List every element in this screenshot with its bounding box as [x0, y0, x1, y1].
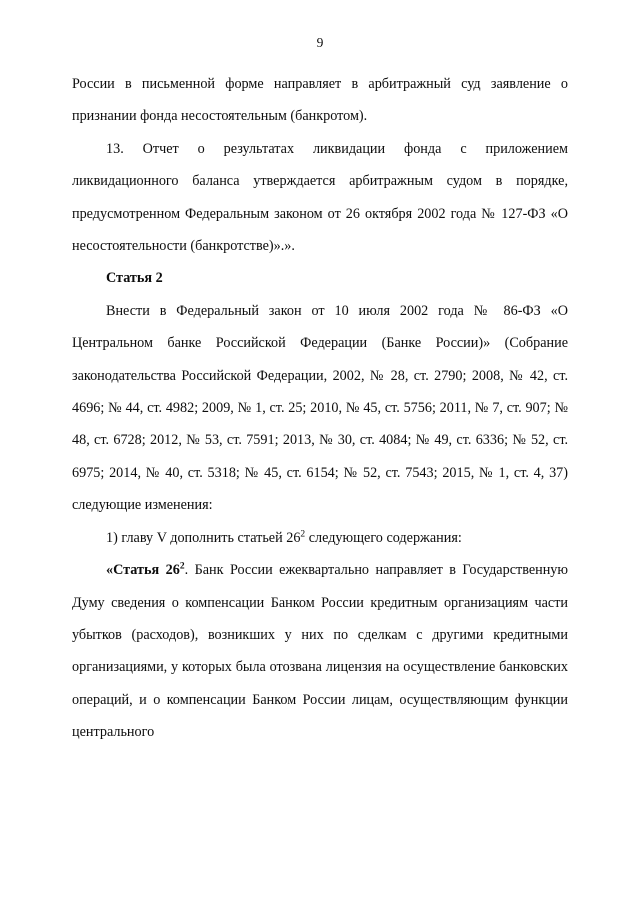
item-1-superscript: 2 [300, 528, 306, 539]
paragraph-continuation: России в письменной форме направляет в арбитражный суд заявление о признании фонда несостоятельным (банкротом). [72, 76, 568, 125]
paragraph-item-1 [72, 522, 568, 554]
paragraph-article-2-intro: Внести в Федеральный закон от 10 июля 2002 года № 86-ФЗ «О Центральном банке Российской Федерации (Банке России)» (Собрание законодательства Российской Федерации, 2002, № 28, ст. 2790; 2008, № 42, ст. 4696; № 44, ст. 4982; 2009, № 1, ст. 25; 2010, № 45, ст. 5756; 2011, № 7, ст. 907; № 48, ст. 6728; 2012, № 53, ст. 7591; 2013, № 30, ст. 4084; № 49, ст. 6336; № 52, ст. 6975; 2014, № 40, ст. 5318; № 45, ст. 6154; № 52, ст. 7543; 2015, № 1, ст. 4, 37) следующие изменения: [72, 302, 568, 514]
paragraph-item-13: 13. Отчет о результатах ликвидации фонда с приложением ликвидационного баланса утверждается арбитражным судом в порядке, предусмотренном Федеральным законом от 26 октября 2002 года № 127-ФЗ «О несостоятельности (банкротстве)».». [72, 140, 568, 255]
page-number: 9 [316, 35, 324, 50]
paragraph-article-26-2 [72, 554, 568, 748]
item-1-text-after: следующего содержания: [305, 529, 462, 546]
article-26-2-lead: «Статья 26 [106, 562, 180, 579]
item-1-text-before: 1) главу V дополнить статьей 26 [106, 529, 301, 546]
article-26-2-lead-superscript: 2 [179, 561, 185, 572]
article-26-2-text: . Банк России ежеквартально направляет в Государственную Думу сведения о компенсации Банком России кредитным организациям части убытков (расходов), возникших у них по сделкам с другими кредитными организациями, у которых была отозвана лицензия на осуществление банковских операций, и о компенсации Банком России лицам, осуществляющим функции центрального [72, 562, 568, 741]
heading-article-2: Статья 2 [106, 270, 163, 287]
document-body [72, 68, 568, 749]
